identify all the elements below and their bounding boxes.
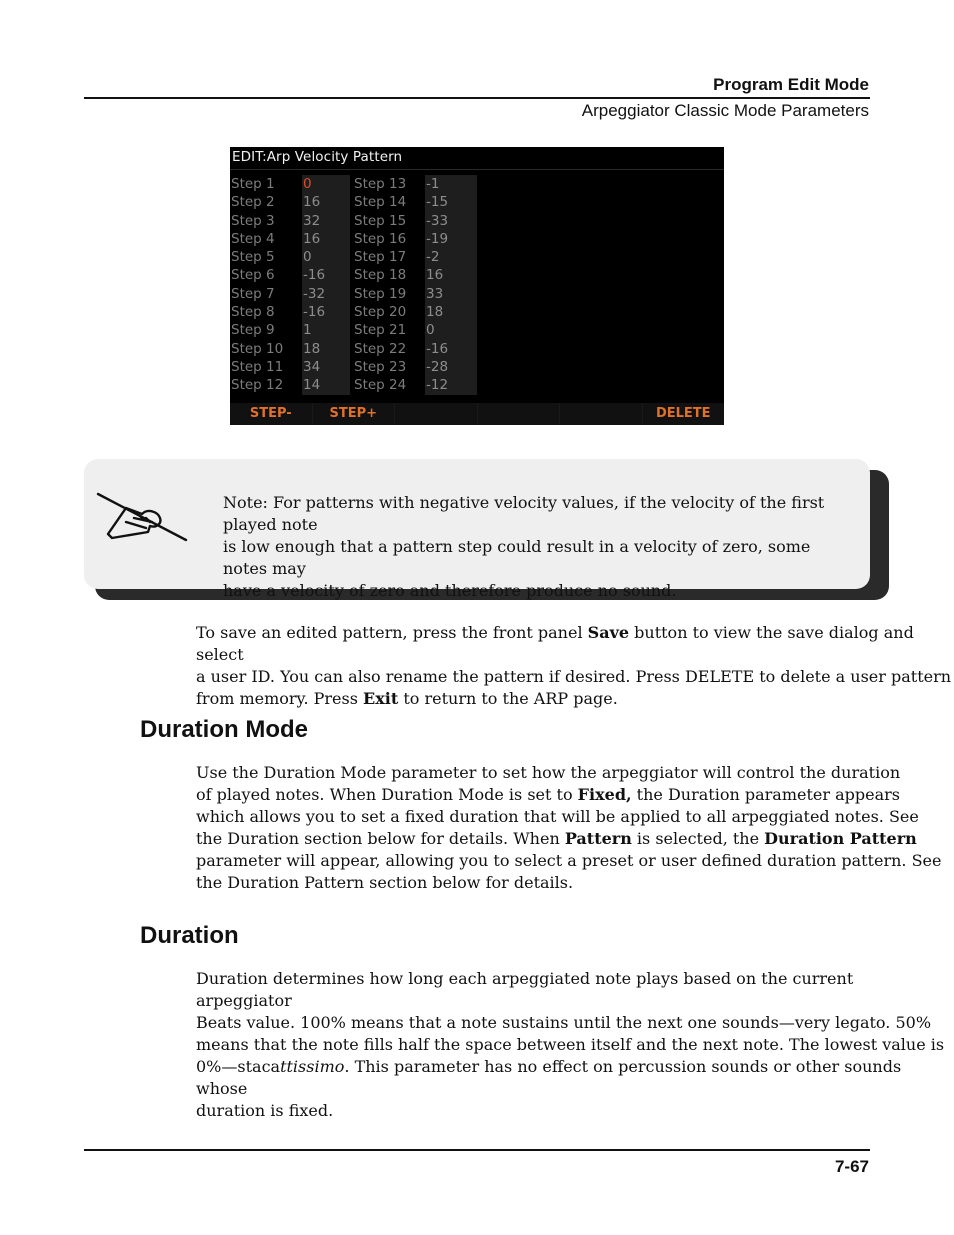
running-header-title: Program Edit Mode (713, 75, 869, 94)
step-value[interactable]: 16 (303, 194, 321, 211)
step-label: Step 2 (231, 194, 275, 211)
step-label: Step 5 (231, 249, 275, 266)
note-line: have a velocity of zero and therefore produce no sound. (223, 581, 677, 600)
paragraph-line: Beats value. 100% means that a note sustains until the next one sounds—very legato. 50% (196, 1013, 932, 1032)
step-value[interactable]: 34 (303, 358, 321, 375)
step-label: Step 11 (231, 358, 284, 375)
step-label: Step 17 (354, 249, 407, 266)
step-label: Step 19 (354, 285, 407, 302)
softbutton-step-minus[interactable]: STEP- (230, 403, 313, 425)
step-label: Step 18 (354, 267, 407, 284)
step-value[interactable]: 14 (303, 377, 321, 394)
step-label: Step 21 (354, 322, 407, 339)
step-value[interactable]: -1 (426, 176, 440, 192)
paragraph-line: means that the note fills half the space between itself and the next note. The lowest value is (196, 1035, 945, 1054)
step-value[interactable]: -2 (426, 249, 440, 266)
step-value[interactable]: 0 (303, 176, 312, 192)
right-step-labels (353, 175, 407, 395)
step-value[interactable]: 16 (303, 230, 321, 247)
page-number: 7-67 (834, 1157, 869, 1176)
step-value[interactable]: -19 (426, 230, 449, 247)
running-header-subtitle: Arpeggiator Classic Mode Parameters (581, 101, 869, 120)
step-value[interactable]: 0 (303, 249, 312, 266)
softbutton-blank-4[interactable] (478, 403, 561, 425)
step-label: Step 9 (231, 322, 275, 339)
paragraph-line: from memory. Press Exit to return to the ARP page. (196, 689, 618, 708)
step-label: Step 20 (354, 304, 407, 321)
paragraph-line: which allows you to set a fixed duration that will be applied to all arpeggiated notes. See (196, 807, 919, 826)
step-value[interactable]: -15 (426, 194, 449, 211)
step-label: Step 13 (354, 176, 407, 192)
step-label: Step 7 (231, 285, 275, 302)
step-value[interactable]: -16 (303, 304, 326, 321)
paragraph-line: parameter will appear, allowing you to select a preset or user defined duration pattern. See (196, 851, 942, 870)
softbutton-bar (230, 403, 724, 425)
step-value[interactable]: 16 (426, 267, 444, 284)
duration-paragraph (196, 968, 954, 1122)
header-rule (84, 97, 870, 99)
lcd-title-divider (230, 169, 724, 170)
step-label: Step 22 (354, 340, 407, 357)
lcd-title: EDIT:Arp Velocity Pattern (232, 149, 403, 165)
step-label: Step 1 (231, 176, 275, 192)
left-step-values (302, 175, 350, 395)
softbutton-blank-3[interactable] (395, 403, 478, 425)
step-label: Step 23 (354, 358, 407, 375)
step-label: Step 10 (231, 340, 284, 357)
step-value[interactable]: -33 (426, 212, 449, 229)
step-label: Step 14 (354, 194, 407, 211)
step-value[interactable]: 18 (426, 304, 444, 321)
note-line: Note: For patterns with negative velocity values, if the velocity of the first played note (223, 493, 825, 534)
step-label: Step 15 (354, 212, 407, 229)
right-step-values (425, 175, 477, 395)
step-label: Step 24 (354, 377, 407, 394)
step-value[interactable]: 32 (303, 212, 321, 229)
step-value[interactable]: 18 (303, 340, 321, 357)
step-label: Step 3 (231, 212, 275, 229)
paragraph-line: To save an edited pattern, press the front panel Save button to view the save dialog and select (196, 623, 914, 664)
step-value[interactable]: -32 (303, 285, 326, 302)
paragraph-line: Duration determines how long each arpeggiated note plays based on the current arpeggiator (196, 969, 854, 1010)
step-value[interactable]: -12 (426, 377, 449, 394)
pen-icon (96, 488, 188, 544)
step-label: Step 16 (354, 230, 407, 247)
step-label: Step 6 (231, 267, 275, 284)
step-label: Step 8 (231, 304, 275, 321)
paragraph-line: the Duration Pattern section below for details. (196, 873, 574, 892)
step-value[interactable]: -16 (303, 267, 326, 284)
note-text (223, 492, 848, 602)
softbutton-delete[interactable]: DELETE (643, 403, 725, 425)
step-label: Step 12 (231, 377, 284, 394)
paragraph-line: Use the Duration Mode parameter to set how the arpeggiator will control the duration (196, 763, 901, 782)
step-value[interactable]: -16 (426, 340, 449, 357)
step-label: Step 4 (231, 230, 275, 247)
step-value[interactable]: -28 (426, 358, 449, 375)
paragraph-line: a user ID. You can also rename the pattern if desired. Press DELETE to delete a user pattern (196, 667, 952, 686)
heading-duration-mode: Duration Mode (140, 716, 308, 743)
softbutton-blank-5[interactable] (560, 403, 643, 425)
step-value[interactable]: 1 (303, 322, 312, 339)
step-value[interactable]: 0 (426, 322, 435, 339)
paragraph-line: 0%—stacattissimo. This parameter has no effect on percussion sounds or other sounds whose (196, 1057, 902, 1098)
note-line: is low enough that a pattern step could result in a velocity of zero, some notes may (223, 537, 811, 578)
paragraph-line: duration is fixed. (196, 1101, 334, 1120)
heading-duration: Duration (140, 922, 239, 949)
softbutton-step-plus[interactable]: STEP+ (313, 403, 396, 425)
step-value[interactable]: 33 (426, 285, 444, 302)
duration-mode-paragraph (196, 762, 941, 894)
left-step-labels (230, 175, 284, 395)
paragraph-line: of played notes. When Duration Mode is set to Fixed, the Duration parameter appears (196, 785, 900, 804)
paragraph-line: the Duration section below for details. When Pattern is selected, the Duration Pattern (196, 829, 917, 848)
footer-rule (84, 1149, 870, 1151)
save-paragraph (196, 622, 954, 710)
lcd-screen (230, 147, 724, 425)
